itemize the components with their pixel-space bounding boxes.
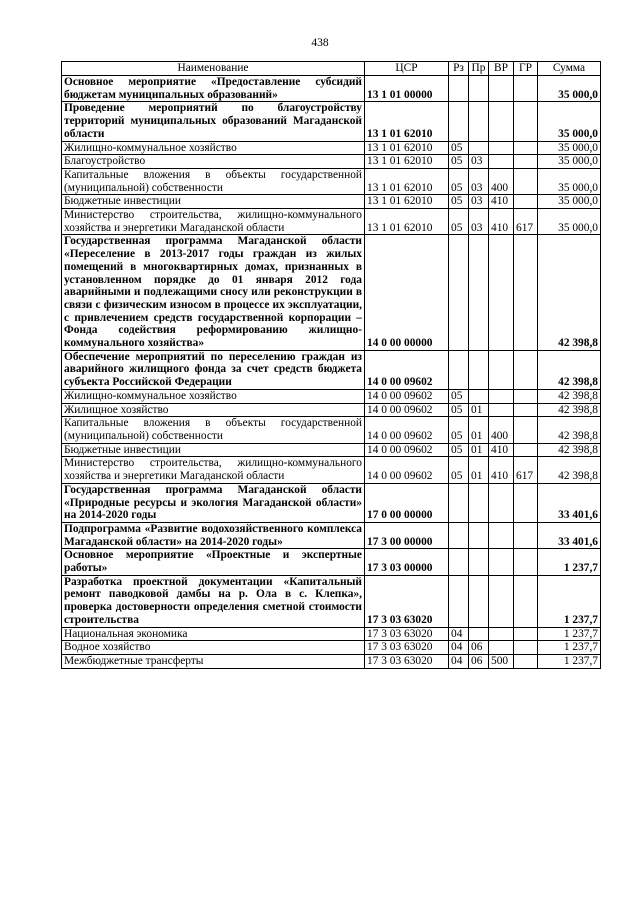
cell-pr	[469, 483, 489, 522]
cell-csr: 14 0 00 00000	[365, 235, 449, 350]
cell-csr: 13 1 01 62010	[365, 195, 449, 209]
cell-csr: 13 1 01 62010	[365, 102, 449, 141]
cell-gr	[514, 522, 538, 548]
cell-rz: 05	[449, 417, 469, 443]
cell-sum: 42 398,8	[538, 235, 601, 350]
cell-rz: 05	[449, 155, 469, 169]
cell-csr: 14 0 00 09602	[365, 417, 449, 443]
cell-gr	[514, 575, 538, 627]
cell-sum: 42 398,8	[538, 350, 601, 389]
cell-name: Жилищно-коммунальное хозяйство	[62, 141, 365, 155]
cell-rz: 05	[449, 403, 469, 417]
table-row	[62, 457, 601, 483]
header-sum: Сумма	[538, 62, 601, 76]
cell-pr	[469, 549, 489, 575]
cell-pr: 03	[469, 209, 489, 235]
header-csr: ЦСР	[365, 62, 449, 76]
cell-rz: 04	[449, 654, 469, 668]
header-name: Наименование	[62, 62, 365, 76]
table-row	[62, 155, 601, 169]
cell-name: Бюджетные инвестиции	[62, 443, 365, 457]
cell-rz: 04	[449, 627, 469, 641]
cell-sum: 42 398,8	[538, 403, 601, 417]
cell-rz	[449, 102, 469, 141]
cell-vr: 400	[489, 168, 514, 194]
cell-csr: 17 3 03 63020	[365, 641, 449, 655]
cell-name: Подпрограмма «Развитие водохозяйственного комплекса Магаданской области» на 2014-2020 годы»	[62, 522, 365, 548]
table-row	[62, 168, 601, 194]
cell-gr: 617	[514, 457, 538, 483]
cell-gr	[514, 168, 538, 194]
cell-gr	[514, 195, 538, 209]
cell-name: Государственная программа Магаданской области «Природные ресурсы и экология Магаданской области» на 2014-2020 годы	[62, 483, 365, 522]
cell-sum: 33 401,6	[538, 522, 601, 548]
cell-name: Капитальные вложения в объекты государственной (муниципальной) собственности	[62, 417, 365, 443]
table-row	[62, 195, 601, 209]
cell-gr	[514, 389, 538, 403]
cell-vr	[489, 155, 514, 169]
table-row	[62, 641, 601, 655]
cell-pr	[469, 350, 489, 389]
table-row	[62, 483, 601, 522]
cell-sum: 35 000,0	[538, 195, 601, 209]
cell-csr: 13 1 01 62010	[365, 168, 449, 194]
cell-csr: 13 1 01 62010	[365, 155, 449, 169]
cell-vr	[489, 403, 514, 417]
table-row	[62, 549, 601, 575]
table-row	[62, 209, 601, 235]
table-row	[62, 627, 601, 641]
cell-sum: 33 401,6	[538, 483, 601, 522]
cell-vr	[489, 76, 514, 102]
page-number: 438	[311, 37, 329, 49]
cell-vr	[489, 522, 514, 548]
cell-rz: 05	[449, 457, 469, 483]
cell-pr: 01	[469, 417, 489, 443]
cell-name: Благоустройство	[62, 155, 365, 169]
cell-csr: 14 0 00 09602	[365, 389, 449, 403]
cell-vr: 410	[489, 443, 514, 457]
cell-pr: 01	[469, 457, 489, 483]
cell-name: Министерство строительства, жилищно-коммунального хозяйства и энергетики Магаданской области	[62, 457, 365, 483]
cell-pr	[469, 76, 489, 102]
cell-pr: 01	[469, 443, 489, 457]
cell-rz: 05	[449, 389, 469, 403]
cell-name: Государственная программа Магаданской области «Переселение в 2013-2017 годы граждан из жилых помещений в многоквартирных домах, признанных в установленном порядке до 01 января 2012 года аварийными и подлежащими сносу или реконструкции в связи с физическим износом в процессе их эксплуатации, с привлечением средств государственной корпорации – Фонда содействия реформированию жилищно-коммунального хозяйства»	[62, 235, 365, 350]
cell-sum: 35 000,0	[538, 102, 601, 141]
cell-gr	[514, 76, 538, 102]
header-rz: Рз	[449, 62, 469, 76]
table-row	[62, 403, 601, 417]
cell-gr	[514, 235, 538, 350]
cell-pr: 03	[469, 155, 489, 169]
cell-rz	[449, 549, 469, 575]
table-row	[62, 389, 601, 403]
cell-sum: 42 398,8	[538, 457, 601, 483]
cell-vr: 410	[489, 195, 514, 209]
table-row	[62, 76, 601, 102]
cell-name: Обеспечение мероприятий по переселению граждан из аварийного жилищного фонда за счет средств бюджета субъекта Российской Федерации	[62, 350, 365, 389]
cell-csr: 14 0 00 09602	[365, 350, 449, 389]
cell-csr: 17 3 03 00000	[365, 549, 449, 575]
cell-csr: 14 0 00 09602	[365, 457, 449, 483]
cell-gr	[514, 654, 538, 668]
cell-name: Национальная экономика	[62, 627, 365, 641]
cell-csr: 13 1 01 00000	[365, 76, 449, 102]
table-row	[62, 575, 601, 627]
table-body	[62, 76, 601, 669]
cell-name: Межбюджетные трансферты	[62, 654, 365, 668]
cell-vr	[489, 102, 514, 141]
cell-vr: 410	[489, 457, 514, 483]
cell-sum: 42 398,8	[538, 389, 601, 403]
cell-name: Жилищно-коммунальное хозяйство	[62, 389, 365, 403]
cell-gr	[514, 641, 538, 655]
cell-sum: 42 398,8	[538, 443, 601, 457]
cell-name: Жилищное хозяйство	[62, 403, 365, 417]
cell-rz	[449, 483, 469, 522]
cell-csr: 13 1 01 62010	[365, 209, 449, 235]
cell-vr	[489, 389, 514, 403]
cell-vr: 400	[489, 417, 514, 443]
cell-rz	[449, 235, 469, 350]
cell-csr: 17 0 00 00000	[365, 483, 449, 522]
cell-pr	[469, 141, 489, 155]
cell-rz: 04	[449, 641, 469, 655]
cell-name: Проведение мероприятий по благоустройству территорий муниципальных образований Магаданской области	[62, 102, 365, 141]
table-row	[62, 235, 601, 350]
cell-gr	[514, 141, 538, 155]
cell-sum: 35 000,0	[538, 155, 601, 169]
cell-pr: 01	[469, 403, 489, 417]
cell-pr	[469, 575, 489, 627]
cell-sum: 42 398,8	[538, 417, 601, 443]
cell-sum: 35 000,0	[538, 168, 601, 194]
header-vr: ВР	[489, 62, 514, 76]
cell-csr: 17 3 03 63020	[365, 654, 449, 668]
cell-vr	[489, 627, 514, 641]
cell-vr	[489, 575, 514, 627]
cell-pr	[469, 102, 489, 141]
cell-sum: 35 000,0	[538, 141, 601, 155]
cell-rz	[449, 350, 469, 389]
cell-gr	[514, 350, 538, 389]
cell-sum: 1 237,7	[538, 641, 601, 655]
table-header-row	[62, 62, 601, 76]
cell-gr: 617	[514, 209, 538, 235]
cell-pr	[469, 389, 489, 403]
table-row	[62, 654, 601, 668]
cell-rz	[449, 522, 469, 548]
cell-gr	[514, 443, 538, 457]
cell-csr: 14 0 00 09602	[365, 403, 449, 417]
cell-name: Основное мероприятие «Предоставление субсидий бюджетам муниципальных образований»	[62, 76, 365, 102]
table-row	[62, 141, 601, 155]
cell-pr: 03	[469, 168, 489, 194]
cell-rz: 05	[449, 141, 469, 155]
cell-rz: 05	[449, 443, 469, 457]
cell-vr	[489, 641, 514, 655]
cell-name: Капитальные вложения в объекты государственной (муниципальной) собственности	[62, 168, 365, 194]
cell-gr	[514, 417, 538, 443]
budget-table	[61, 61, 601, 669]
cell-gr	[514, 155, 538, 169]
cell-gr	[514, 549, 538, 575]
cell-gr	[514, 102, 538, 141]
cell-vr	[489, 235, 514, 350]
cell-csr: 17 3 00 00000	[365, 522, 449, 548]
table-row	[62, 102, 601, 141]
cell-pr: 06	[469, 641, 489, 655]
cell-rz: 05	[449, 209, 469, 235]
header-pr: Пр	[469, 62, 489, 76]
cell-sum: 35 000,0	[538, 76, 601, 102]
cell-name: Министерство строительства, жилищно-коммунального хозяйства и энергетики Магаданской области	[62, 209, 365, 235]
cell-name: Водное хозяйство	[62, 641, 365, 655]
cell-rz: 05	[449, 195, 469, 209]
cell-vr: 500	[489, 654, 514, 668]
cell-gr	[514, 403, 538, 417]
cell-csr: 13 1 01 62010	[365, 141, 449, 155]
cell-vr	[489, 483, 514, 522]
cell-vr	[489, 350, 514, 389]
cell-sum: 1 237,7	[538, 549, 601, 575]
cell-rz	[449, 575, 469, 627]
table-row	[62, 417, 601, 443]
cell-rz: 05	[449, 168, 469, 194]
cell-pr	[469, 235, 489, 350]
table-row	[62, 522, 601, 548]
cell-csr: 17 3 03 63020	[365, 575, 449, 627]
header-gr: ГР	[514, 62, 538, 76]
cell-gr	[514, 627, 538, 641]
cell-sum: 1 237,7	[538, 575, 601, 627]
cell-csr: 14 0 00 09602	[365, 443, 449, 457]
cell-pr	[469, 522, 489, 548]
cell-pr: 06	[469, 654, 489, 668]
cell-gr	[514, 483, 538, 522]
table-row	[62, 350, 601, 389]
cell-name: Бюджетные инвестиции	[62, 195, 365, 209]
cell-sum: 35 000,0	[538, 209, 601, 235]
cell-vr	[489, 549, 514, 575]
cell-name: Разработка проектной документации «Капитальный ремонт паводковой дамбы на р. Ола в с. Клепка», проверка достоверности определения сметной стоимости строительства	[62, 575, 365, 627]
cell-rz	[449, 76, 469, 102]
cell-csr: 17 3 03 63020	[365, 627, 449, 641]
cell-name: Основное мероприятие «Проектные и экспертные работы»	[62, 549, 365, 575]
cell-pr	[469, 627, 489, 641]
cell-sum: 1 237,7	[538, 654, 601, 668]
cell-vr	[489, 141, 514, 155]
cell-sum: 1 237,7	[538, 627, 601, 641]
cell-vr: 410	[489, 209, 514, 235]
table-row	[62, 443, 601, 457]
cell-pr: 03	[469, 195, 489, 209]
